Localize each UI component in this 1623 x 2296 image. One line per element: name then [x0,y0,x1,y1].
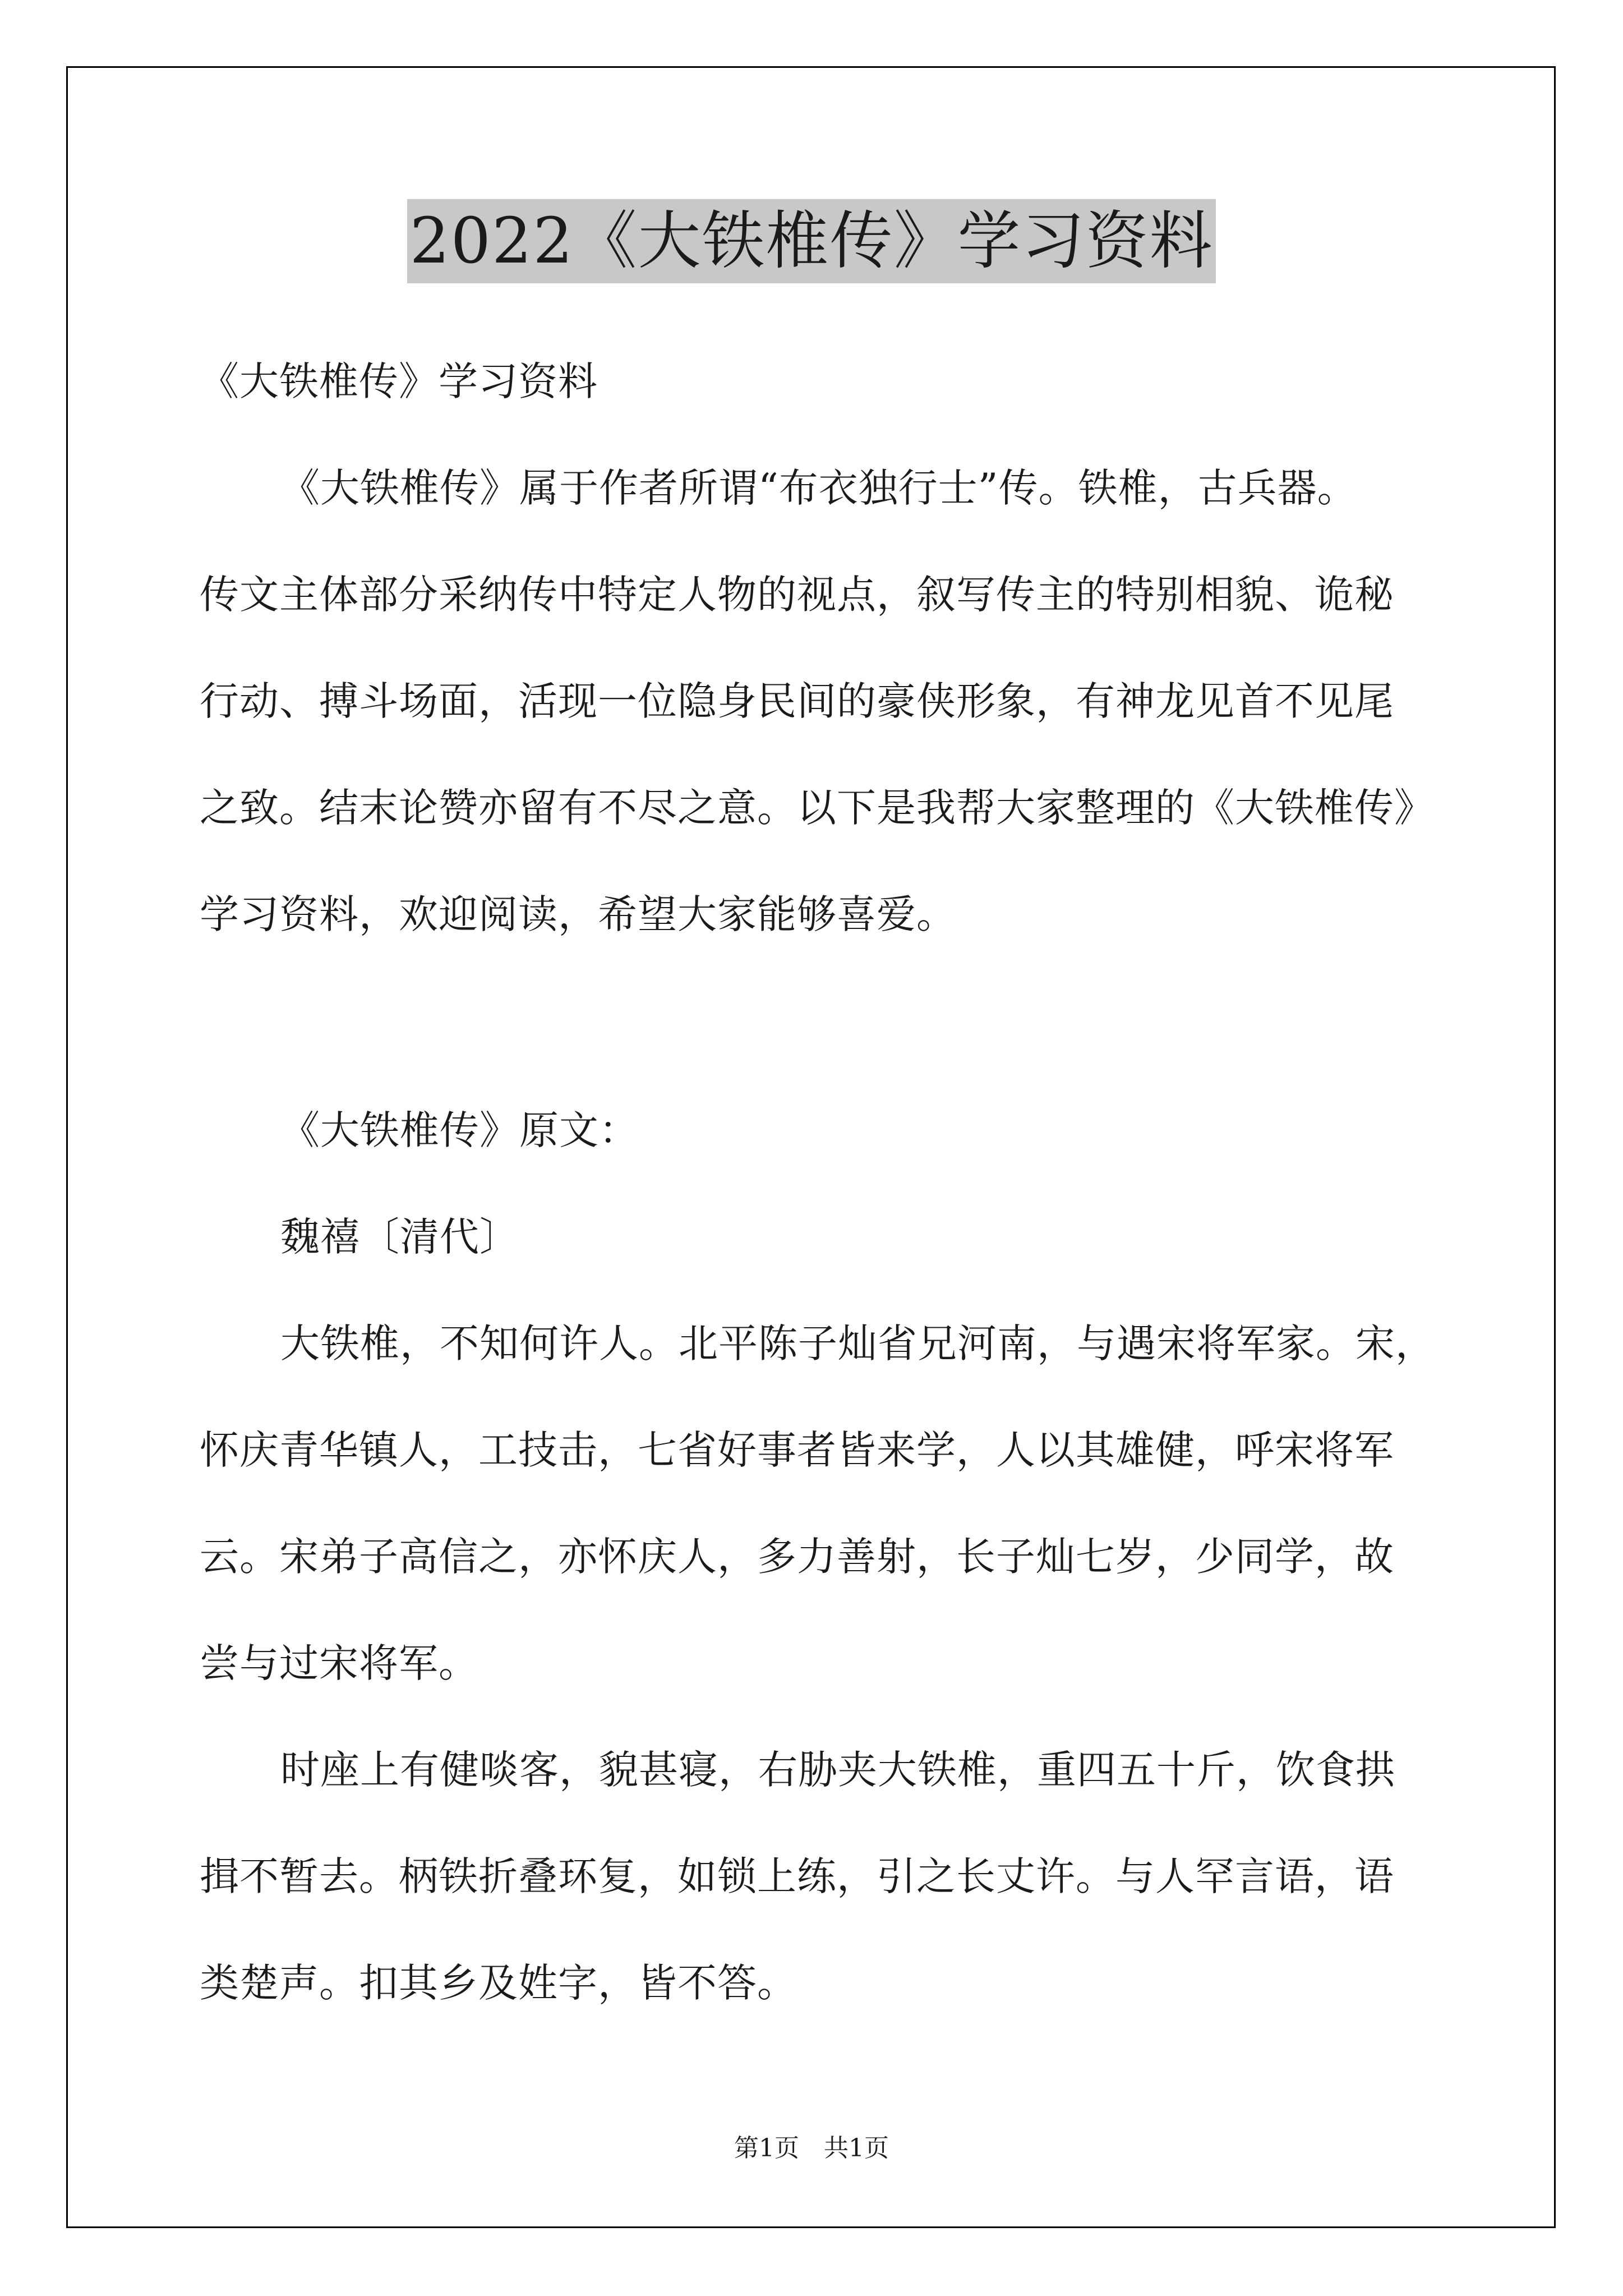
paragraph-line: 行动、搏斗场面，活现一位隐身民间的豪侠形象，有神龙见首不见尾 [200,678,1394,724]
subtitle-line: 《大铁椎传》学习资料 [200,358,598,404]
paragraph-line: 时座上有健啖客，貌甚寝，右胁夹大铁椎，重四五十斤，饮食拱 [280,1747,1395,1793]
paragraph-line: 揖不暂去。柄铁折叠环复，如锁上练，引之长丈许。与人罕言语，语 [200,1853,1394,1899]
paragraph-line: 云。宋弟子高信之，亦怀庆人，多力善射，长子灿七岁，少同学，故 [200,1534,1394,1580]
paragraph-line: 学习资料，欢迎阅读，希望大家能够喜爱。 [200,891,956,937]
paragraph-line: 传文主体部分采纳传中特定人物的视点，叙写传主的特别相貌、诡秘 [200,572,1394,618]
paragraph-line: 怀庆青华镇人，工技击，七省好事者皆来学，人以其雄健，呼宋将军 [200,1427,1394,1473]
paragraph-line: 《大铁椎传》属于作者所谓“布衣独行士”传。铁椎，古兵器。 [280,465,1357,511]
section-heading: 《大铁椎传》原文： [280,1107,639,1153]
author-line: 魏禧〔清代〕 [280,1214,519,1260]
paragraph-line: 之致。结末论赞亦留有不尽之意。以下是我帮大家整理的《大铁椎传》 [200,785,1434,831]
paragraph-line: 大铁椎，不知何许人。北平陈子灿省兄河南，与遇宋将军家。宋， [280,1320,1435,1366]
page-footer: 第1页 共1页 [734,2134,889,2162]
paragraph-line: 类楚声。扣其乡及姓字，皆不答。 [200,1960,797,2006]
document-title: 2022《大铁椎传》学习资料 [407,199,1215,283]
paragraph-line: 尝与过宋将军。 [200,1640,478,1686]
title-container [0,199,1623,283]
